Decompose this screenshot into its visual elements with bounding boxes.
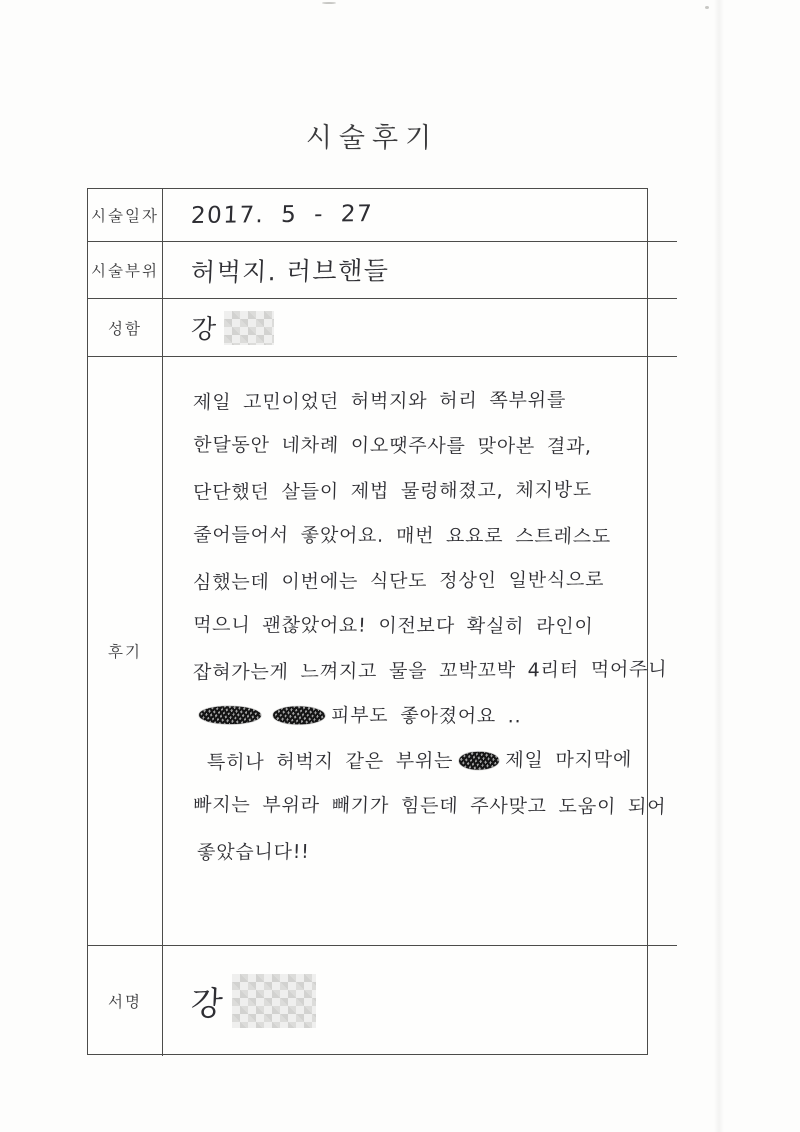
handwritten-text: 좋았습니다!!	[196, 840, 310, 864]
value-name	[163, 298, 677, 356]
review-line	[192, 557, 668, 605]
label-signature	[88, 945, 163, 1056]
handwritten-text: 잡혀가는게 느껴지고 물을 꼬박꼬박 4리터 먹어주니	[192, 658, 668, 684]
review-line	[206, 737, 668, 785]
label-text: 시술일자	[91, 207, 159, 225]
value-procedure-area	[163, 241, 677, 298]
review-line	[192, 423, 668, 470]
label-text: 후기	[108, 643, 142, 661]
ink-scribble-redaction	[273, 706, 326, 724]
value-procedure-date	[163, 189, 677, 241]
review-line	[192, 693, 668, 740]
label-review	[88, 356, 163, 945]
procedure-review-form	[87, 188, 668, 1055]
label-name	[88, 298, 163, 356]
handwritten-text: 단단했던 살들이 제법 물렁해졌고, 체지방도	[192, 478, 593, 504]
review-line	[192, 377, 668, 425]
scan-artifact	[322, 2, 336, 4]
handwritten-date: 2017. 5 - 27	[190, 201, 374, 229]
handwritten-text: 심했는데 이번에는 식단도 정상인 일반식으로	[192, 568, 605, 594]
ink-scribble-redaction	[199, 706, 262, 724]
label-text: 서명	[108, 993, 142, 1011]
handwritten-signature: 강	[190, 983, 226, 1023]
label-procedure-area	[88, 241, 163, 298]
review-body	[163, 356, 677, 945]
review-line	[192, 783, 668, 830]
value-signature	[163, 945, 677, 1056]
document-title: 시술후기	[305, 123, 439, 154]
scan-crease-line	[714, 0, 724, 1132]
ink-scribble-redaction	[459, 752, 500, 770]
handwritten-text: 빠지는 부위라 빼기가 힘든데 주사맞고 도움이 되어	[192, 793, 667, 819]
review-line	[192, 603, 668, 650]
review-line	[192, 647, 668, 695]
privacy-pixelation	[224, 311, 274, 345]
handwritten-text: 제일 마지막에	[504, 748, 633, 772]
handwritten-name: 강	[190, 314, 219, 346]
review-line	[196, 827, 668, 875]
handwritten-text: 피부도 좋아졌어요 ..	[330, 704, 523, 728]
label-text: 성함	[108, 319, 142, 338]
label-procedure-date	[88, 189, 163, 241]
review-line	[192, 513, 668, 560]
handwritten-text: 한달동안 네차례 이오땟주사를 맞아본 결과,	[192, 433, 593, 458]
privacy-pixelation	[232, 974, 316, 1028]
handwritten-area: 허벅지. 러브핸들	[190, 255, 391, 288]
handwritten-text: 특히나 허벅지 같은 부위는	[206, 749, 454, 774]
handwritten-text: 먹으니 괜찮았어요! 이전보다 확실히 라인이	[192, 613, 594, 638]
label-text: 시술부위	[91, 262, 159, 280]
handwritten-text: 줄어들어서 좋았어요. 매번 요요로 스트레스도	[192, 523, 612, 548]
handwritten-text: 제일 고민이었던 허벅지와 허리 쪽부위를	[192, 389, 567, 414]
review-line	[192, 467, 668, 515]
scan-artifact	[705, 6, 709, 9]
